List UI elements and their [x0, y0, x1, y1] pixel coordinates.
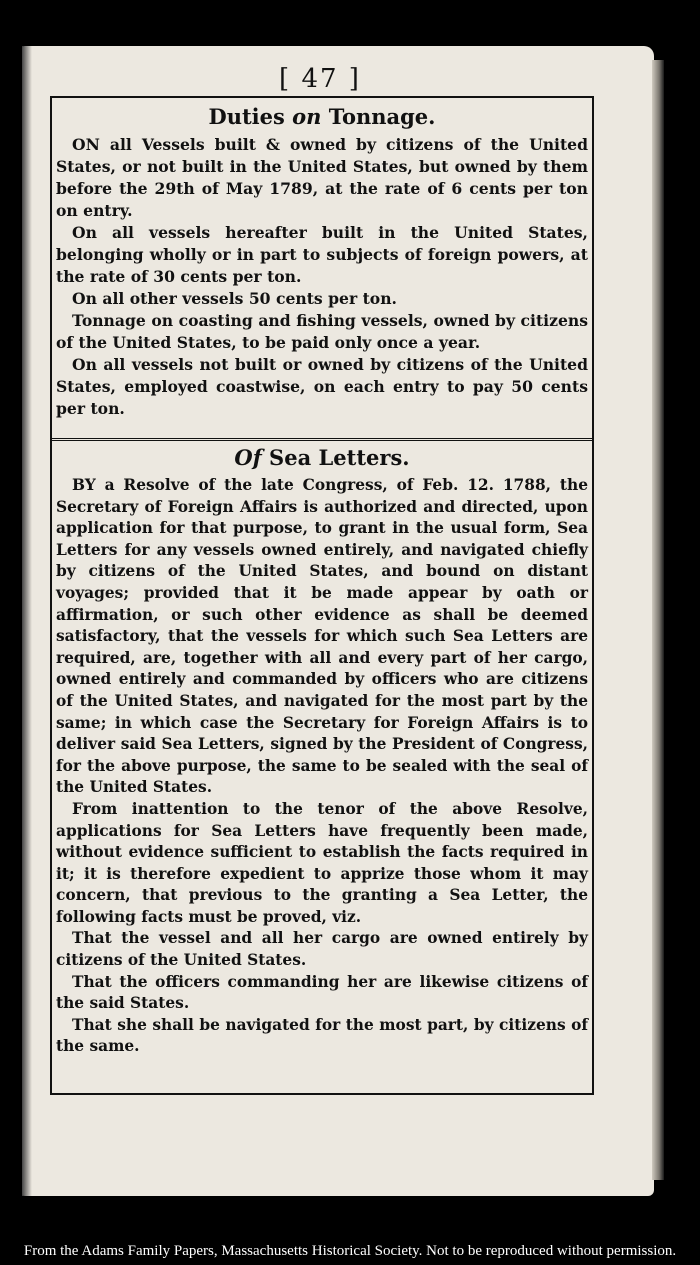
paragraph: On all vessels not built or owned by citizens of the United States, employed coastwise, on each entry to pay 50 cents per ton.	[56, 355, 588, 418]
section-divider	[50, 438, 594, 441]
section-sea-letters	[56, 445, 588, 1058]
heading-italic: Of	[234, 445, 262, 470]
heading-italic: on	[292, 104, 322, 129]
paragraph: On all other vessels 50 cents per ton.	[72, 289, 397, 308]
paragraph: That the vessel and all her cargo are owned entirely by citizens of the United States.	[56, 929, 588, 970]
page-edge	[652, 60, 664, 1180]
paragraph: ON all Vessels built & owned by citizens of the United States, or not built in the United States, but owned by them before the 29th of May 1789, at the rate of 6 cents per ton on entry.	[56, 135, 588, 220]
paragraph: From inattention to the tenor of the above Resolve, applications for Sea Letters have frequently been made, without evidence sufficient to establish the facts required in it; it is therefore expedient to apprize those whom it may concern, that previous to the granting a Sea Letter, the following facts must be proved, viz.	[56, 799, 588, 926]
gutter-shadow	[22, 46, 32, 1196]
section-duties-on-tonnage	[56, 104, 588, 420]
paragraph: That the officers commanding her are likewise citizens of the said States.	[56, 972, 588, 1013]
heading-text: Duties	[208, 104, 293, 129]
section-heading	[56, 445, 588, 471]
paragraph: On all vessels hereafter built in the United States, belonging wholly or in part to subjects of foreign powers, at the rate of 30 cents per ton.	[56, 223, 588, 286]
page-number: [ 47 ]	[279, 64, 361, 94]
heading-text: Sea Letters.	[261, 445, 410, 470]
paragraph: Tonnage on coasting and fishing vessels, owned by citizens of the United States, to be paid only once a year.	[56, 311, 588, 352]
paragraph: That she shall be navigated for the most part, by citizens of the same.	[56, 1015, 588, 1056]
section-heading	[56, 104, 588, 130]
paragraph: BY a Resolve of the late Congress, of Feb. 12. 1788, the Secretary of Foreign Affairs is authorized and directed, upon application for that purpose, to grant in the usual form, Sea Letters for any vessels owned entirely, and navigated chiefly by citizens of the United States, and bound on distant voyages; provided that it be made appear by oath or affirmation, or such other evidence as shall be deemed satisfactory, that the vessels for which such Sea Letters are required, are, together with all and every part of her cargo, owned entirely and commanded by officers who are citizens of the United States, and navigated for the most part by the same; in which case the Secretary for Foreign Affairs is to deliver said Sea Letters, signed by the President of Congress, for the above purpose, the same to be sealed with the seal of the United States.	[56, 476, 588, 797]
heading-text: Tonnage.	[321, 104, 436, 129]
copyright-footer: From the Adams Family Papers, Massachusetts Historical Society. Not to be reproduced without permission.	[23, 1243, 677, 1259]
